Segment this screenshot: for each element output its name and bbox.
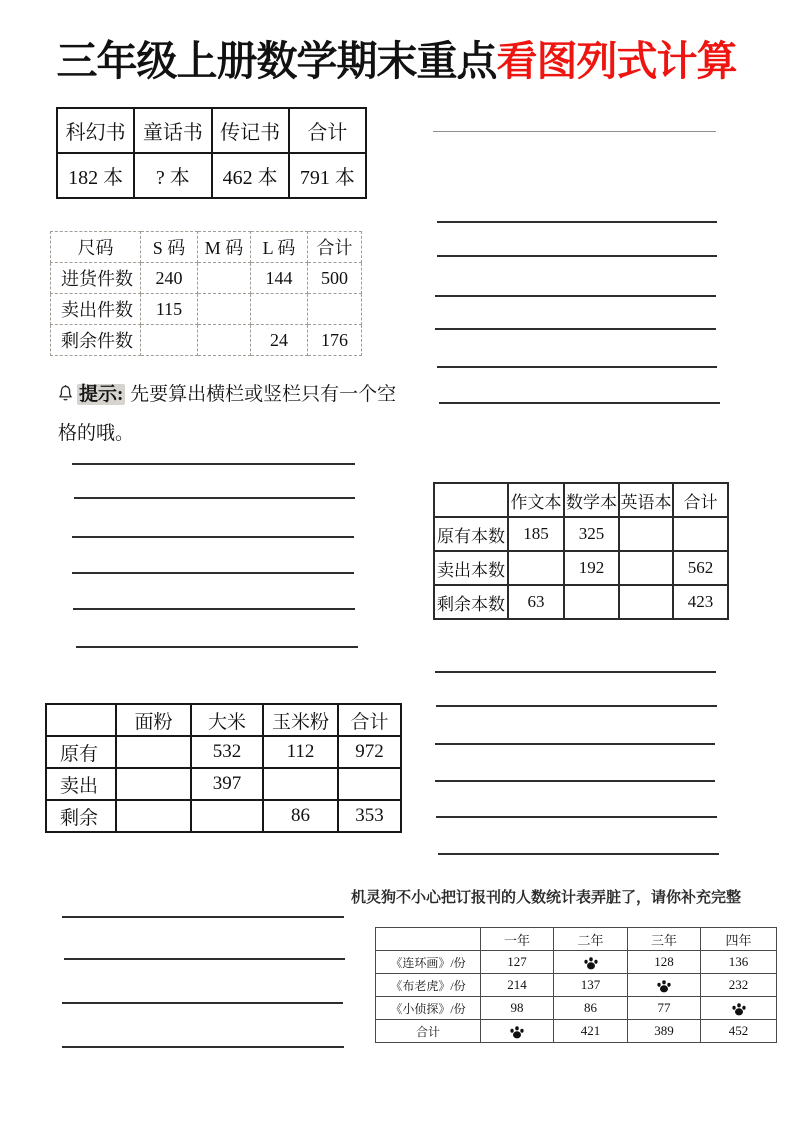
row-label: 卖出件数	[51, 294, 141, 325]
value-cell: 77	[628, 997, 701, 1020]
header-cell: 合计	[308, 232, 362, 263]
table-row	[46, 704, 401, 736]
empty-cell	[508, 551, 564, 585]
value-cell: 972	[338, 736, 401, 768]
paw-print-icon	[509, 1023, 525, 1038]
row-label: 《布老虎》/份	[376, 974, 481, 997]
value-cell: 63	[508, 585, 564, 619]
header-cell: 科幻书	[57, 108, 134, 153]
header-cell: 作文本	[508, 483, 564, 517]
value-cell: 353	[338, 800, 401, 832]
answer-line	[437, 255, 717, 257]
empty-cell	[564, 585, 619, 619]
row-label: 进货件数	[51, 263, 141, 294]
table-row	[434, 517, 728, 551]
value-cell: 86	[554, 997, 628, 1020]
empty-cell	[198, 263, 251, 294]
empty-cell	[308, 294, 362, 325]
paw-print-icon	[583, 954, 599, 969]
value-cell: 421	[554, 1020, 628, 1043]
answer-line	[435, 328, 716, 330]
empty-cell	[673, 517, 728, 551]
smudge-cell	[628, 974, 701, 997]
value-cell: 112	[263, 736, 338, 768]
value-cell: 791 本	[289, 153, 366, 198]
table-row	[51, 232, 362, 263]
row-label: 卖出本数	[434, 551, 508, 585]
row-label: 《连环画》/份	[376, 951, 481, 974]
header-cell: 传记书	[212, 108, 289, 153]
value-cell: 86	[263, 800, 338, 832]
answer-line	[62, 1002, 343, 1004]
empty-cell	[251, 294, 308, 325]
table-row	[51, 294, 362, 325]
value-cell: 24	[251, 325, 308, 356]
answer-line	[436, 816, 717, 818]
table-row	[434, 585, 728, 619]
bell-icon	[58, 380, 73, 416]
answer-line	[72, 463, 355, 465]
paw-print-icon	[731, 1000, 747, 1015]
subscription-table	[375, 927, 777, 1043]
row-label: 《小侦探》/份	[376, 997, 481, 1020]
table-row	[376, 997, 777, 1020]
empty-cell	[141, 325, 198, 356]
answer-line	[74, 497, 355, 499]
answer-line	[438, 853, 719, 855]
empty-cell	[191, 800, 263, 832]
empty-cell	[619, 517, 673, 551]
header-cell: 三年	[628, 928, 701, 951]
header-cell: 面粉	[116, 704, 191, 736]
page-title-red: 看图列式计算	[496, 38, 737, 84]
value-cell: 240	[141, 263, 198, 294]
table-row	[46, 800, 401, 832]
empty-cell	[198, 325, 251, 356]
row-label: 剩余本数	[434, 585, 508, 619]
empty-cell	[619, 551, 673, 585]
answer-line	[435, 295, 716, 297]
answer-line	[62, 1046, 344, 1048]
empty-cell	[619, 585, 673, 619]
value-cell: 176	[308, 325, 362, 356]
books-table	[56, 107, 367, 199]
table-row	[46, 768, 401, 800]
header-cell: 合计	[289, 108, 366, 153]
value-cell: 232	[701, 974, 777, 997]
empty-cell	[338, 768, 401, 800]
row-label: 原有	[46, 736, 116, 768]
value-cell: 462 本	[212, 153, 289, 198]
value-cell: 192	[564, 551, 619, 585]
value-cell: 423	[673, 585, 728, 619]
header-cell: 合计	[338, 704, 401, 736]
value-cell: ? 本	[134, 153, 211, 198]
header-cell: 四年	[701, 928, 777, 951]
table-row	[57, 153, 366, 198]
answer-line	[64, 958, 345, 960]
hint-label: 提示:	[79, 384, 124, 405]
answer-line	[73, 608, 355, 610]
smudge-cell	[554, 951, 628, 974]
answer-line	[436, 705, 717, 707]
row-label: 剩余	[46, 800, 116, 832]
row-label: 卖出	[46, 768, 116, 800]
value-cell: 185	[508, 517, 564, 551]
empty-cell	[116, 736, 191, 768]
answer-line	[72, 572, 354, 574]
header-cell: 二年	[554, 928, 628, 951]
row-label: 原有本数	[434, 517, 508, 551]
value-cell: 500	[308, 263, 362, 294]
header-cell: 一年	[481, 928, 554, 951]
value-cell: 182 本	[57, 153, 134, 198]
header-cell: S 码	[141, 232, 198, 263]
value-cell: 452	[701, 1020, 777, 1043]
answer-line	[435, 671, 716, 673]
value-cell: 325	[564, 517, 619, 551]
value-cell: 127	[481, 951, 554, 974]
value-cell: 115	[141, 294, 198, 325]
answer-line	[435, 780, 715, 782]
table-row	[51, 325, 362, 356]
empty-cell	[263, 768, 338, 800]
table-row	[376, 928, 777, 951]
value-cell: 562	[673, 551, 728, 585]
table-row	[376, 974, 777, 997]
empty-cell	[116, 800, 191, 832]
header-cell: 玉米粉	[263, 704, 338, 736]
row-label: 剩余件数	[51, 325, 141, 356]
answer-line	[437, 221, 717, 223]
subscription-intro: 机灵狗不小心把订报刊的人数统计表弄脏了，请你补充完整	[351, 889, 742, 906]
paw-print-icon	[656, 977, 672, 992]
header-cell: 合计	[673, 483, 728, 517]
table-row	[51, 263, 362, 294]
table-row	[434, 483, 728, 517]
page-title	[0, 28, 793, 87]
answer-line	[433, 131, 716, 132]
answer-line	[72, 536, 354, 538]
answer-line	[439, 402, 720, 404]
empty-cell	[46, 704, 116, 736]
empty-cell	[116, 768, 191, 800]
table-row	[376, 1020, 777, 1043]
hint-body: 先要算出横栏或竖栏只有一个空格的哦。	[58, 384, 397, 444]
header-cell: 英语本	[619, 483, 673, 517]
row-label: 合计	[376, 1020, 481, 1043]
value-cell: 532	[191, 736, 263, 768]
notebooks-table	[433, 482, 729, 620]
page-title-black: 三年级上册数学期末重点	[56, 38, 497, 84]
empty-cell	[198, 294, 251, 325]
value-cell: 128	[628, 951, 701, 974]
table-row	[376, 951, 777, 974]
grain-table	[45, 703, 402, 833]
answer-line	[437, 366, 717, 368]
header-cell: 数学本	[564, 483, 619, 517]
header-cell: M 码	[198, 232, 251, 263]
table-row	[434, 551, 728, 585]
hint-text	[58, 377, 400, 452]
smudge-cell	[481, 1020, 554, 1043]
header-cell: 尺码	[51, 232, 141, 263]
value-cell: 98	[481, 997, 554, 1020]
answer-line	[62, 916, 344, 918]
header-cell: 大米	[191, 704, 263, 736]
empty-cell	[434, 483, 508, 517]
answer-line	[76, 646, 358, 648]
value-cell: 137	[554, 974, 628, 997]
value-cell: 389	[628, 1020, 701, 1043]
table-row	[46, 736, 401, 768]
header-cell: 童话书	[134, 108, 211, 153]
answer-line	[435, 743, 715, 745]
empty-cell	[376, 928, 481, 951]
value-cell: 144	[251, 263, 308, 294]
value-cell: 397	[191, 768, 263, 800]
sizes-table	[50, 231, 362, 356]
value-cell: 214	[481, 974, 554, 997]
smudge-cell	[701, 997, 777, 1020]
header-cell: L 码	[251, 232, 308, 263]
value-cell: 136	[701, 951, 777, 974]
table-row	[57, 108, 366, 153]
